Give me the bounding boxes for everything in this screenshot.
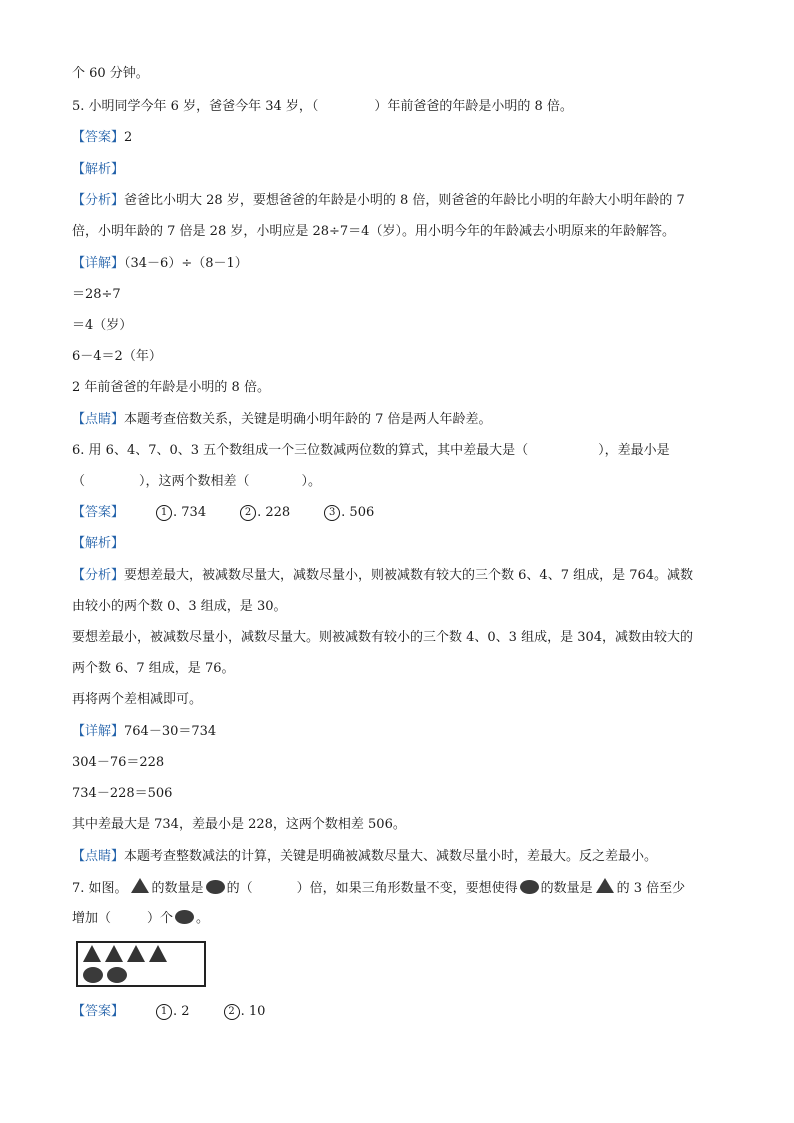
question-7: 7. 如图。 的数量是 的（ ）倍，如果三角形数量不变，要想使得 的数量是 的 3 倍至少 bbox=[72, 878, 685, 899]
q5-analysis-heading: 【解析】 bbox=[72, 162, 125, 177]
q5-detail-step: 6－4＝2（年） bbox=[72, 349, 162, 364]
ellipse-row bbox=[83, 967, 127, 983]
q6-detail-step: 其中差最大是 734，差最小是 228，这两个数相差 506。 bbox=[72, 817, 406, 832]
question-5: 5. 小明同学今年 6 岁，爸爸今年 34 岁，（ ）年前爸爸的年龄是小明的 8 倍。 bbox=[72, 99, 573, 114]
q6-analysis-cont: 要想差最小，被减数尽量小，减数尽量大。则被减数有较小的三个数 4、0、3 组成，是 304，减数由较大的 bbox=[72, 630, 694, 645]
triangle-icon bbox=[149, 945, 167, 962]
q6-detail: 【详解】764－30＝734 bbox=[72, 724, 217, 739]
ellipse-icon bbox=[107, 967, 127, 983]
q6-analysis-cont: 两个数 6、7 组成，是 76。 bbox=[72, 661, 235, 676]
q5-detail-step: ＝28÷7 bbox=[72, 287, 121, 302]
q6-detail-step: 734－228＝506 bbox=[72, 786, 173, 801]
ellipse-icon bbox=[520, 880, 539, 894]
q5-detail: 【详解】（34－6）÷（8－1） bbox=[72, 256, 248, 271]
q6-analysis-heading: 【解析】 bbox=[72, 536, 125, 551]
q6-detail-step: 304－76＝228 bbox=[72, 755, 165, 770]
text-line: 个 60 分钟。 bbox=[72, 66, 149, 81]
q5-analysis: 【分析】爸爸比小明大 28 岁，要想爸爸的年龄是小明的 8 倍，则爸爸的年龄比小明的年龄大小明年龄的 7 bbox=[72, 193, 685, 208]
circled-number: 1 bbox=[156, 505, 172, 521]
q5-analysis-cont: 倍，小明年龄的 7 倍是 28 岁，小明应是 28÷7＝4（岁）。用小明今年的年龄减去小明原来的年龄解答。 bbox=[72, 224, 675, 239]
triangle-icon bbox=[596, 878, 614, 893]
circled-number: 1 bbox=[156, 1004, 172, 1020]
answer-tag: 【答案】 bbox=[72, 130, 125, 145]
q5-comment: 【点睛】本题考查倍数关系，关键是明确小明年龄的 7 倍是两人年龄差。 bbox=[72, 412, 492, 427]
q6-analysis-cont: 再将两个差相减即可。 bbox=[72, 692, 203, 707]
ellipse-icon bbox=[83, 967, 103, 983]
circled-number: 2 bbox=[224, 1004, 240, 1020]
triangle-icon bbox=[131, 878, 149, 893]
q6-analysis-cont: 由较小的两个数 0、3 组成，是 30。 bbox=[72, 599, 287, 614]
q5-answer: 【答案】2 bbox=[72, 130, 133, 145]
q5-detail-step: ＝4（岁） bbox=[72, 318, 133, 333]
triangle-icon bbox=[105, 945, 123, 962]
triangle-icon bbox=[83, 945, 101, 962]
triangle-icon bbox=[127, 945, 145, 962]
shapes-figure bbox=[76, 941, 206, 987]
q5-detail-step: 2 年前爸爸的年龄是小明的 8 倍。 bbox=[72, 380, 270, 395]
circled-number: 3 bbox=[324, 505, 340, 521]
q6-comment: 【点睛】本题考查整数减法的计算，关键是明确被减数尽量大、减数尽量小时，差最大。反之差最小。 bbox=[72, 849, 658, 864]
ellipse-icon bbox=[175, 910, 194, 924]
triangle-row bbox=[83, 945, 167, 962]
circled-number: 2 bbox=[240, 505, 256, 521]
ellipse-icon bbox=[206, 880, 225, 894]
q7-answer: 【答案】 1 . 2 2 . 10 bbox=[72, 1004, 266, 1019]
q6-answer: 【答案】 1 . 734 2 . 228 3 . 506 bbox=[72, 505, 375, 520]
question-6: 6. 用 6、4、7、0、3 五个数组成一个三位数减两位数的算式，其中差最大是（ ），差最小是 bbox=[72, 443, 670, 458]
question-7-cont: 增加（ ）个 。 bbox=[72, 911, 210, 926]
question-6-cont: （ ），这两个数相差（ ）。 bbox=[72, 474, 322, 489]
q6-analysis: 【分析】要想差最大，被减数尽量大，减数尽量小，则被减数有较大的三个数 6、4、7 组成，是 764。减数 bbox=[72, 568, 694, 583]
